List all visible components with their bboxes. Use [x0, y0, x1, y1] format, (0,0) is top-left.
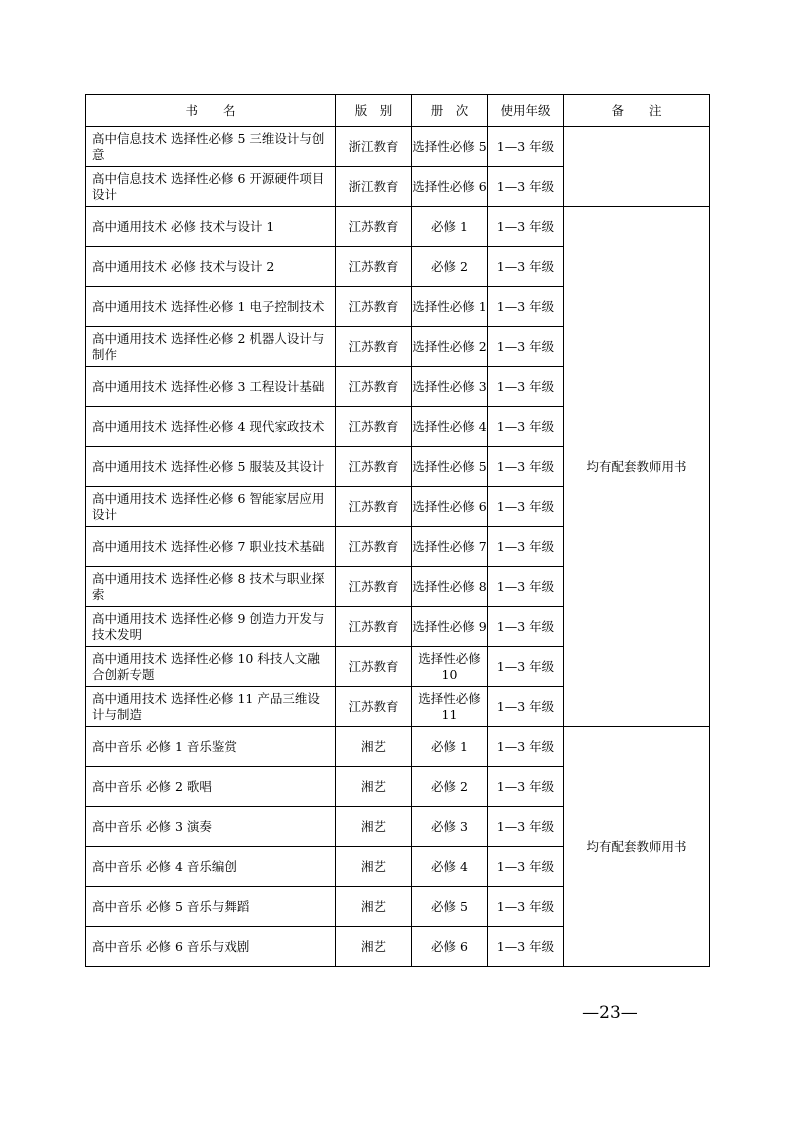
- edition-cell: 江苏教育: [336, 287, 412, 327]
- book-name-cell: 高中通用技术 选择性必修 1 电子控制技术: [86, 287, 336, 327]
- book-name-cell: 高中通用技术 选择性必修 5 服装及其设计: [86, 447, 336, 487]
- book-name-cell: 高中通用技术 选择性必修 9 创造力开发与技术发明: [86, 607, 336, 647]
- grade-cell: 1—3 年级: [488, 767, 564, 807]
- volume-cell: 必修 1: [412, 727, 488, 767]
- book-name-cell: 高中音乐 必修 2 歌唱: [86, 767, 336, 807]
- grade-cell: 1—3 年级: [488, 567, 564, 607]
- volume-cell: 选择性必修 3: [412, 367, 488, 407]
- edition-cell: 江苏教育: [336, 687, 412, 727]
- volume-cell: 必修 2: [412, 247, 488, 287]
- grade-cell: 1—3 年级: [488, 247, 564, 287]
- volume-cell: 必修 3: [412, 807, 488, 847]
- grade-cell: 1—3 年级: [488, 167, 564, 207]
- edition-cell: 江苏教育: [336, 327, 412, 367]
- book-name-cell: 高中信息技术 选择性必修 5 三维设计与创意: [86, 127, 336, 167]
- edition-cell: 浙江教育: [336, 167, 412, 207]
- edition-cell: 浙江教育: [336, 127, 412, 167]
- volume-cell: 选择性必修 4: [412, 407, 488, 447]
- edition-cell: 江苏教育: [336, 647, 412, 687]
- book-name-cell: 高中通用技术 选择性必修 8 技术与职业探索: [86, 567, 336, 607]
- edition-cell: 湘艺: [336, 807, 412, 847]
- grade-cell: 1—3 年级: [488, 207, 564, 247]
- grade-cell: 1—3 年级: [488, 367, 564, 407]
- book-name-cell: 高中通用技术 选择性必修 3 工程设计基础: [86, 367, 336, 407]
- book-name-cell: 高中通用技术 选择性必修 6 智能家居应用设计: [86, 487, 336, 527]
- book-name-cell: 高中音乐 必修 6 音乐与戏剧: [86, 927, 336, 967]
- volume-cell: 选择性必修 2: [412, 327, 488, 367]
- grade-cell: 1—3 年级: [488, 447, 564, 487]
- notes-cell: 均有配套教师用书: [564, 727, 710, 967]
- book-name-cell: 高中信息技术 选择性必修 6 开源硬件项目设计: [86, 167, 336, 207]
- table-row: [86, 207, 710, 247]
- header-book-name: 书 名: [86, 95, 336, 127]
- edition-cell: 江苏教育: [336, 487, 412, 527]
- volume-cell: 选择性必修 9: [412, 607, 488, 647]
- book-name-cell: 高中通用技术 选择性必修 10 科技人文融合创新专题: [86, 647, 336, 687]
- edition-cell: 江苏教育: [336, 207, 412, 247]
- volume-cell: 必修 1: [412, 207, 488, 247]
- book-name-cell: 高中通用技术 选择性必修 11 产品三维设计与制造: [86, 687, 336, 727]
- edition-cell: 湘艺: [336, 727, 412, 767]
- grade-cell: 1—3 年级: [488, 687, 564, 727]
- book-name-cell: 高中通用技术 选择性必修 4 现代家政技术: [86, 407, 336, 447]
- edition-cell: 湘艺: [336, 847, 412, 887]
- book-name-cell: 高中通用技术 选择性必修 2 机器人设计与制作: [86, 327, 336, 367]
- header-row: [86, 95, 710, 127]
- page-number: —23—: [582, 1003, 638, 1023]
- volume-cell: 选择性必修 6: [412, 487, 488, 527]
- edition-cell: 湘艺: [336, 887, 412, 927]
- edition-cell: 江苏教育: [336, 567, 412, 607]
- table-body: [86, 127, 710, 967]
- book-name-cell: 高中音乐 必修 4 音乐编创: [86, 847, 336, 887]
- grade-cell: 1—3 年级: [488, 807, 564, 847]
- grade-cell: 1—3 年级: [488, 487, 564, 527]
- grade-cell: 1—3 年级: [488, 847, 564, 887]
- grade-cell: 1—3 年级: [488, 727, 564, 767]
- table-row: [86, 127, 710, 167]
- header-edition: 版 别: [336, 95, 412, 127]
- volume-cell: 必修 4: [412, 847, 488, 887]
- volume-cell: 必修 6: [412, 927, 488, 967]
- textbook-table: [85, 94, 710, 967]
- grade-cell: 1—3 年级: [488, 127, 564, 167]
- header-grade: 使用年级: [488, 95, 564, 127]
- notes-cell: [564, 127, 710, 207]
- edition-cell: 湘艺: [336, 767, 412, 807]
- grade-cell: 1—3 年级: [488, 607, 564, 647]
- edition-cell: 江苏教育: [336, 607, 412, 647]
- volume-cell: 选择性必修 10: [412, 647, 488, 687]
- edition-cell: 江苏教育: [336, 247, 412, 287]
- book-name-cell: 高中通用技术 必修 技术与设计 1: [86, 207, 336, 247]
- volume-cell: 必修 2: [412, 767, 488, 807]
- edition-cell: 江苏教育: [336, 447, 412, 487]
- book-name-cell: 高中通用技术 必修 技术与设计 2: [86, 247, 336, 287]
- grade-cell: 1—3 年级: [488, 287, 564, 327]
- notes-cell: 均有配套教师用书: [564, 207, 710, 727]
- edition-cell: 江苏教育: [336, 527, 412, 567]
- volume-cell: 选择性必修 5: [412, 447, 488, 487]
- volume-cell: 选择性必修 1: [412, 287, 488, 327]
- grade-cell: 1—3 年级: [488, 327, 564, 367]
- header-volume: 册 次: [412, 95, 488, 127]
- volume-cell: 选择性必修 8: [412, 567, 488, 607]
- grade-cell: 1—3 年级: [488, 527, 564, 567]
- volume-cell: 选择性必修 5: [412, 127, 488, 167]
- book-name-cell: 高中音乐 必修 1 音乐鉴赏: [86, 727, 336, 767]
- header-notes: 备 注: [564, 95, 710, 127]
- book-name-cell: 高中音乐 必修 5 音乐与舞蹈: [86, 887, 336, 927]
- edition-cell: 江苏教育: [336, 367, 412, 407]
- grade-cell: 1—3 年级: [488, 407, 564, 447]
- volume-cell: 选择性必修 7: [412, 527, 488, 567]
- volume-cell: 选择性必修 6: [412, 167, 488, 207]
- book-name-cell: 高中音乐 必修 3 演奏: [86, 807, 336, 847]
- edition-cell: 湘艺: [336, 927, 412, 967]
- volume-cell: 选择性必修 11: [412, 687, 488, 727]
- grade-cell: 1—3 年级: [488, 647, 564, 687]
- table-row: [86, 727, 710, 767]
- grade-cell: 1—3 年级: [488, 927, 564, 967]
- book-name-cell: 高中通用技术 选择性必修 7 职业技术基础: [86, 527, 336, 567]
- edition-cell: 江苏教育: [336, 407, 412, 447]
- volume-cell: 必修 5: [412, 887, 488, 927]
- grade-cell: 1—3 年级: [488, 887, 564, 927]
